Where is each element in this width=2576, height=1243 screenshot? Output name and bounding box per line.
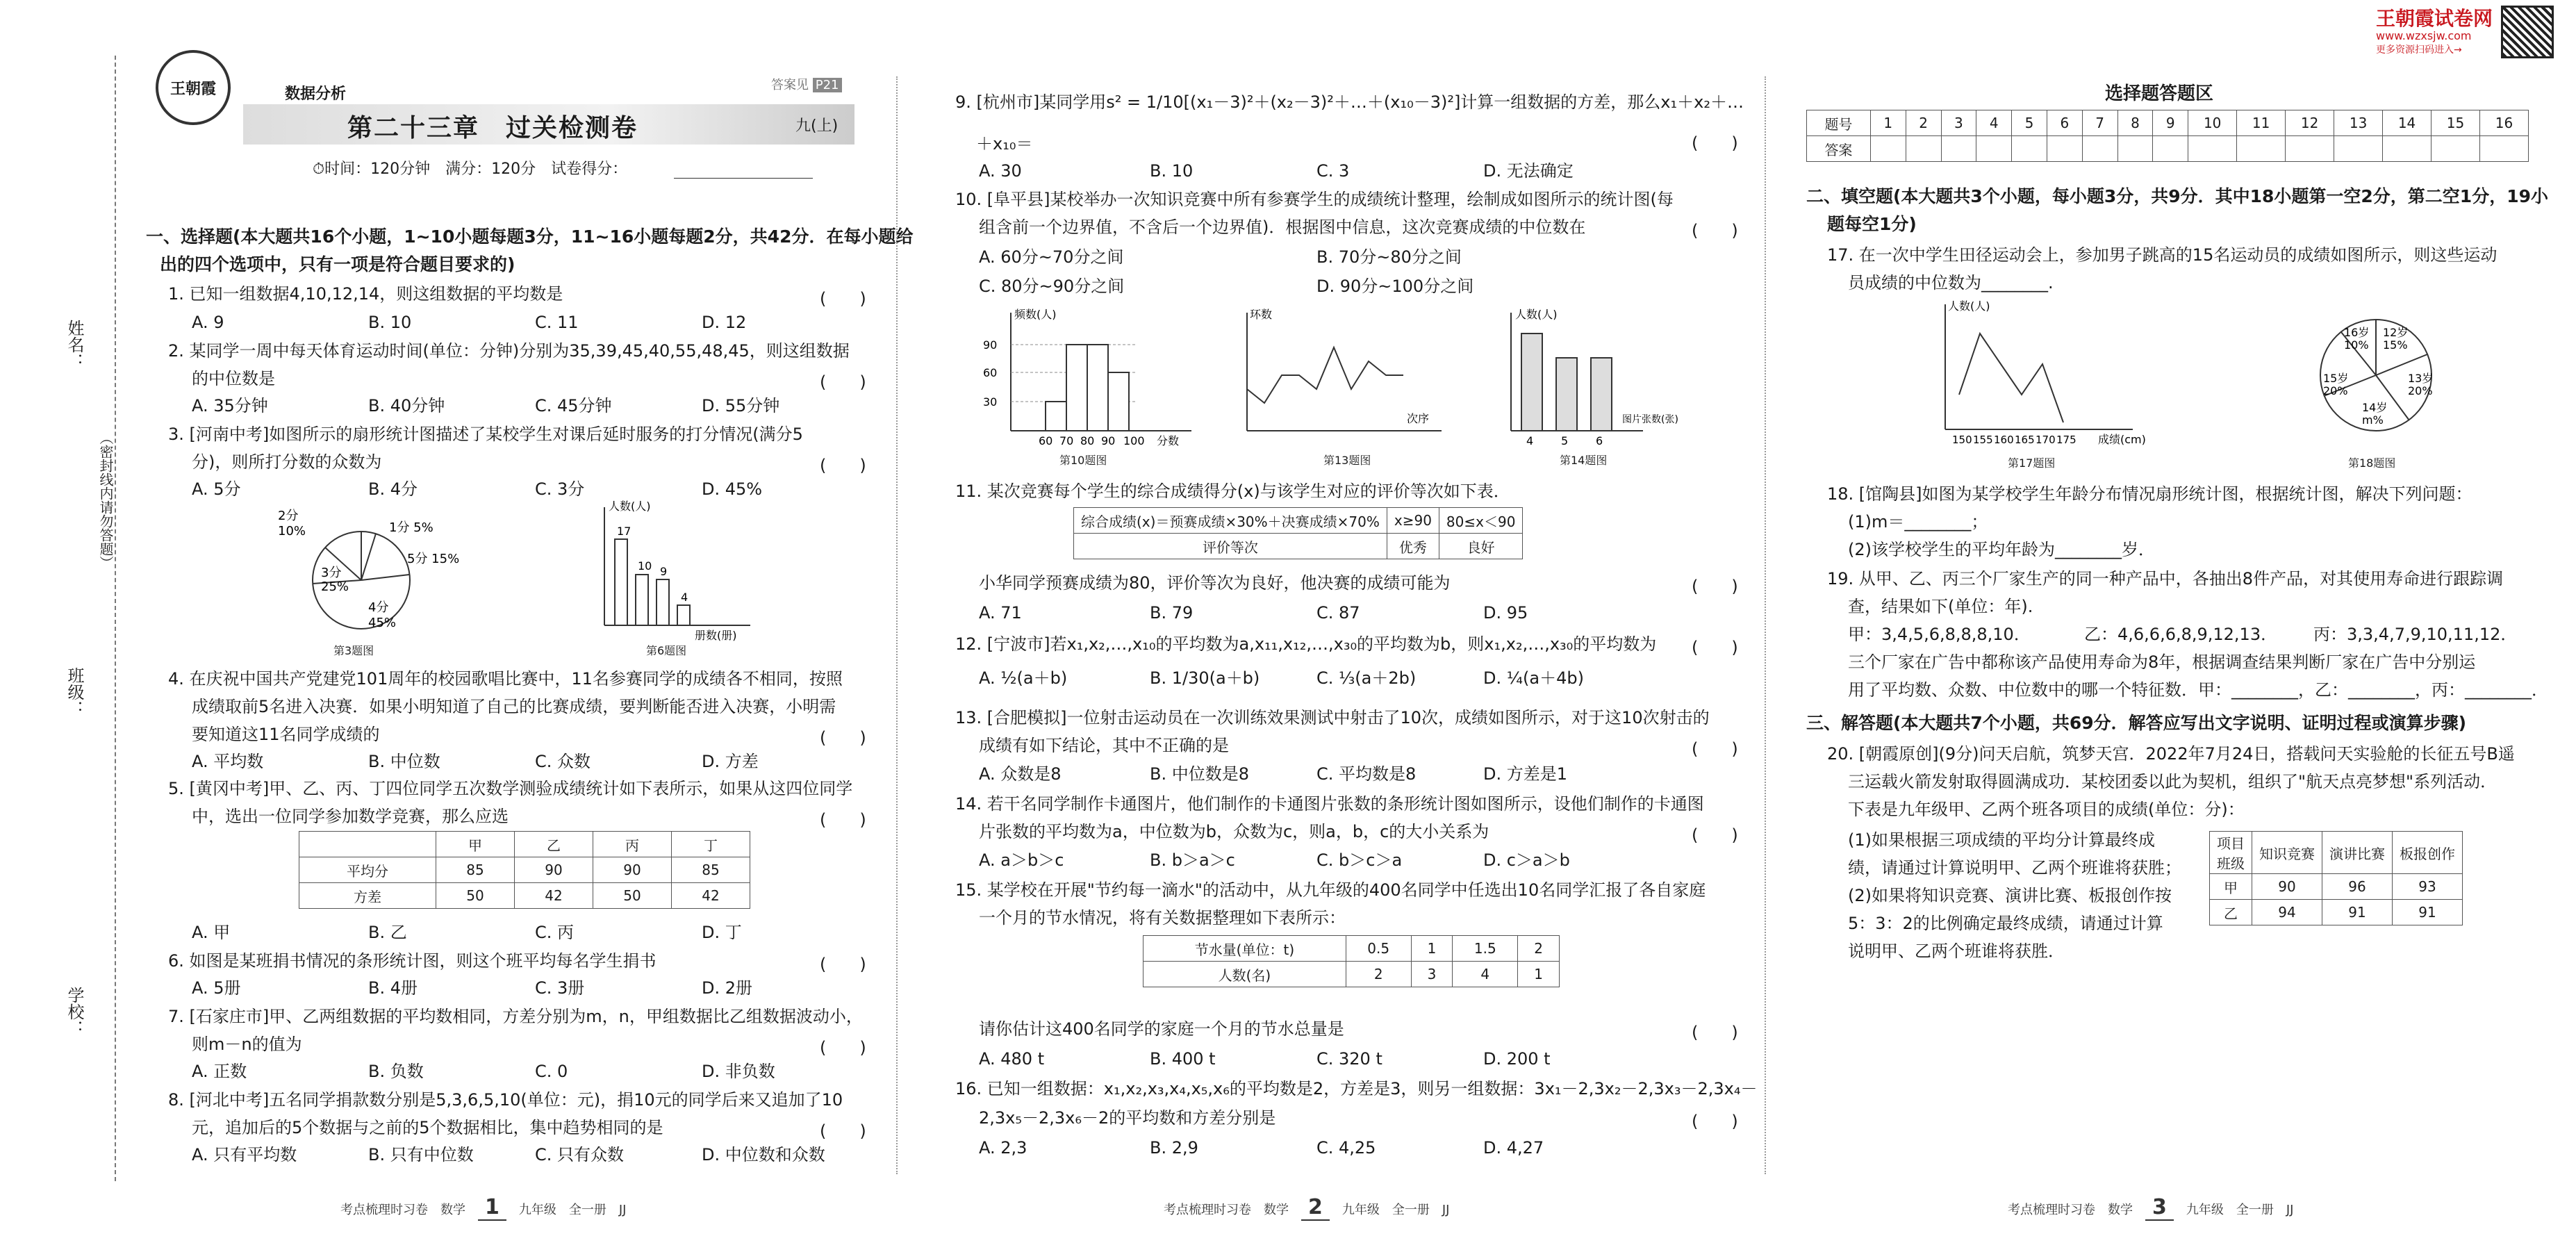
fig14-xtick: 4 <box>1526 434 1534 447</box>
column-divider <box>896 76 898 1174</box>
fig10-ytick: 60 <box>983 366 998 379</box>
q3-option-b[interactable]: B. 4分 <box>368 479 418 499</box>
q15-option-a[interactable]: A. 480 t <box>979 1049 1045 1069</box>
q6-option-b[interactable]: B. 4册 <box>368 978 418 998</box>
q7-option-a[interactable]: A. 正数 <box>192 1062 247 1081</box>
fig10-xtick: 60 <box>1039 434 1053 447</box>
q10-option-b[interactable]: B. 70分~80分之间 <box>1316 247 1462 267</box>
answer-paren[interactable]: ( ) <box>1692 133 1738 153</box>
seal-note: （密封线内请勿答题） <box>97 431 114 570</box>
q18-sub-2[interactable]: (2)该学校学生的平均年龄为________岁． <box>1848 540 2155 559</box>
fig3-label-4: 4分 <box>368 600 389 615</box>
q16-option-d[interactable]: D. 4,27 <box>1483 1138 1544 1158</box>
fig18-label: 15岁 <box>2323 372 2349 385</box>
q11-option-a[interactable]: A. 71 <box>979 603 1022 623</box>
fig18-pct: 15% <box>2383 338 2408 352</box>
subject-label: 数据分析 <box>285 85 347 103</box>
fig13-xlabel: 次序 <box>1407 412 1430 425</box>
q5-option-d[interactable]: D. 丁 <box>702 923 742 942</box>
q17-text-2: 员成绩的中位数为________. <box>1848 273 2054 293</box>
q10-text-2: 组含前一个边界值，不含后一个边界值)．根据图中信息，这次竞赛成绩的中位数在 <box>979 217 1586 237</box>
q17-text: 17. 在一次中学生田径运动会上，参加男子跳高的15名运动员的成绩如图所示，则这些运动 <box>1827 245 2497 265</box>
fig14-xtick: 6 <box>1596 434 1603 447</box>
fig14-xlabel: 图片张数(张) <box>1622 414 1678 425</box>
q1-option-d[interactable]: D. 12 <box>702 313 747 332</box>
q8-option-c[interactable]: C. 只有众数 <box>535 1145 625 1164</box>
answer-paren[interactable]: ( ) <box>1692 1112 1738 1131</box>
q4-text-3: 要知道这11名同学成绩的 <box>192 725 380 744</box>
q16-option-c[interactable]: C. 4,25 <box>1316 1138 1376 1158</box>
q10-text: 10. [阜平县]某校举办一次知识竞赛中所有参赛学生的成绩统计整理，绘制成如图所示的统计图(每 <box>955 190 1674 209</box>
q15-table: 节水量(单位：t) 0.5 1 1.5 2 人数(名) 2 3 4 1 <box>1143 935 1560 987</box>
answer-paren[interactable]: ( ) <box>820 1121 866 1141</box>
q12-text: 12. [宁波市]若x₁,x₂,…,x₁₀的平均数为a,x₁₁,x₁₂,…,x₃₀的平均数为b，则x₁,x₂,…,x₃₀的平均数为 <box>955 634 1657 654</box>
q12-option-b[interactable]: B. 1/30(a＋b) <box>1150 668 1260 688</box>
q6-option-d[interactable]: D. 2册 <box>702 978 753 998</box>
q11-option-d[interactable]: D. 95 <box>1483 603 1528 623</box>
answer-area-title: 选择题答题区 <box>2105 83 2214 104</box>
q19-text: 19. 从甲、乙、丙三个厂家生产的同一种产品中，各抽出8件产品，对其使用寿命进行跟踪调 <box>1827 569 2504 588</box>
answer-paren[interactable]: ( ) <box>820 955 866 974</box>
answer-ref: 答案见 P21 <box>771 75 842 93</box>
q3-option-c[interactable]: C. 3分 <box>535 479 585 499</box>
answer-paren[interactable]: ( ) <box>820 728 866 748</box>
fig10-ylabel: 频数(人) <box>1014 308 1057 321</box>
q1-option-b[interactable]: B. 10 <box>368 313 412 332</box>
q19-text-4[interactable]: 用了平均数、众数、中位数中的哪一个特征数．甲：________，乙：________，丙：________． <box>1848 680 2548 700</box>
page-3 <box>1799 0 2557 1243</box>
q5-table: 甲 乙 丙 丁 平均分 85 90 90 85 方差 50 42 50 42 <box>299 831 750 909</box>
fig14-ylabel: 人数(人) <box>1515 308 1558 321</box>
logo <box>156 50 231 125</box>
q19-data-b: 乙：4,6,6,6,8,9,12,13． <box>2084 625 2278 644</box>
q12-option-c[interactable]: C. ⅓(a＋2b) <box>1316 668 1417 688</box>
fig14-xtick: 5 <box>1561 434 1569 447</box>
q5-text: 5. [黄冈中考]甲、乙、丙、丁四位同学五次数学测验成绩统计如下表所示，如果从这四位同学 <box>168 779 853 798</box>
q16-option-a[interactable]: A. 2,3 <box>979 1138 1027 1158</box>
answer-paren[interactable]: ( ) <box>1692 221 1738 240</box>
fig6-caption: 第6题图 <box>646 644 687 657</box>
q15-option-d[interactable]: D. 200 t <box>1483 1049 1551 1069</box>
q12-option-a[interactable]: A. ½(a＋b) <box>979 668 1068 688</box>
answer-paren[interactable]: ( ) <box>820 1038 866 1057</box>
q11-option-b[interactable]: B. 79 <box>1150 603 1194 623</box>
logo-text: 王朝霞 <box>170 80 216 98</box>
q14-option-a[interactable]: A. a＞b＞c <box>979 850 1064 870</box>
fig17-xtick: 160 <box>1994 434 2014 446</box>
q8-option-b[interactable]: B. 只有中位数 <box>368 1145 474 1164</box>
q19-text-2: 查，结果如下(单位：年). <box>1848 597 2033 616</box>
fig3-label-3: 3分 <box>321 566 342 580</box>
q16-text-2: 2,3x₅－2,3x₆－2的平均数和方差分别是 <box>979 1108 1276 1128</box>
exam-meta: ⏱时间：120分钟 满分：120分 试卷得分： <box>313 160 628 178</box>
brand-name: 王朝霞试卷网 <box>2376 7 2493 30</box>
fig3-pct-2: 10% <box>278 524 306 538</box>
fig10-xtick: 100 <box>1123 434 1145 447</box>
answer-grid[interactable]: 题号 1 2 3 4 5 6 7 8 9 10 11 12 13 14 15 16 答案 <box>1806 110 2529 162</box>
q15-option-b[interactable]: B. 400 t <box>1150 1049 1216 1069</box>
q20-sub-2b: 5：3：2的比例确定最终成绩，请通过计算 <box>1848 914 2163 933</box>
q9-text: 9. [杭州市]某同学用s² = 1/10[(x₁－3)²＋(x₂－3)²＋…＋(x₁₀－3)²]计算一组数据的方差，那么x₁＋x₂＋… <box>955 92 1744 112</box>
grade-tag: 九(上) <box>795 117 839 135</box>
fig3-label-5: 5分 15% <box>407 552 460 566</box>
q12-option-d[interactable]: D. ¼(a＋4b) <box>1483 668 1584 688</box>
fig17-xtick: 175 <box>2056 434 2077 446</box>
section-1-title-2: 出的四个选项中，只有一项是符合题目要求的) <box>160 254 515 274</box>
fig3-caption: 第3题图 <box>333 644 374 657</box>
fig17-ylabel: 人数(人) <box>1948 299 1990 313</box>
q19-data-c: 丙：3,3,4,7,9,10,11,12． <box>2313 625 2518 644</box>
page-footer-2: 考点梳理时习卷 数学 2 九年级 全一册 JJ <box>1164 1195 1450 1219</box>
q13-option-d[interactable]: D. 方差是1 <box>1483 764 1568 784</box>
page-footer-3: 考点梳理时习卷 数学 3 九年级 全一册 JJ <box>2008 1195 2294 1219</box>
school-label: 学校： <box>65 987 84 1037</box>
q8-option-a[interactable]: A. 只有平均数 <box>192 1145 297 1164</box>
q2-option-c[interactable]: C. 45分钟 <box>535 396 612 415</box>
fig10-xtick: 70 <box>1059 434 1074 447</box>
q8-option-d[interactable]: D. 中位数和众数 <box>702 1145 825 1164</box>
q20-sub-1: (1)如果根据三项成绩的平均分计算最终成 <box>1848 830 2155 850</box>
q1-option-c[interactable]: C. 11 <box>535 313 579 332</box>
fig18-pct: 20% <box>2323 384 2348 397</box>
fig10-xtick: 90 <box>1101 434 1116 447</box>
answer-paren[interactable]: ( ) <box>820 289 866 308</box>
figure-17-line-chart <box>1924 297 2161 450</box>
q14-option-b[interactable]: B. b＞a＞c <box>1150 850 1235 870</box>
q15-text-3: 请你估计这400名同学的家庭一个月的节水总量是 <box>979 1019 1344 1039</box>
q15-text: 15. 某学校在开展"节约每一滴水"的活动中，从九年级的400名同学中任选出10名同学汇报了各自家庭 <box>955 880 1706 900</box>
name-label: 姓名： <box>65 320 84 370</box>
q20-sub-2: (2)如果将知识竞赛、演讲比赛、板报创作按 <box>1848 886 2172 905</box>
fig18-caption: 第18题图 <box>2348 456 2396 470</box>
q9-option-a[interactable]: A. 30 <box>979 161 1022 181</box>
answer-paren[interactable]: ( ) <box>820 372 866 392</box>
q9-option-d[interactable]: D. 无法确定 <box>1483 161 1574 181</box>
q19-data-a: 甲：3,4,5,6,8,8,8,10． <box>1848 625 2031 644</box>
fig6-bar-label: 9 <box>660 565 668 578</box>
q2-text-2: 的中位数是 <box>192 369 275 388</box>
answer-paren[interactable]: ( ) <box>1692 638 1738 657</box>
answer-paren[interactable]: ( ) <box>1692 825 1738 845</box>
answer-paren[interactable]: ( ) <box>1692 1023 1738 1042</box>
fig18-pct: m% <box>2362 413 2384 427</box>
figure-6-bar-chart <box>584 500 778 646</box>
q5-text-2: 中，选出一位同学参加数学竞赛，那么应选 <box>192 807 509 826</box>
page-2 <box>955 0 1758 1243</box>
fig6-bar-label: 4 <box>681 591 688 604</box>
answer-paren[interactable]: ( ) <box>820 810 866 830</box>
q7-option-d[interactable]: D. 非负数 <box>702 1062 775 1081</box>
q2-text: 2. 某同学一周中每天体育运动时间(单位：分钟)分别为35,39,45,40,55,48,45，则这组数据 <box>168 341 850 361</box>
q4-option-c[interactable]: C. 众数 <box>535 752 591 771</box>
q20-table: 项目 班级 知识竞赛 演讲比赛 板报创作 甲 90 96 93 乙 94 91 91 <box>2209 831 2463 925</box>
q15-text-2: 一个月的节水情况，将有关数据整理如下表所示： <box>979 908 1346 928</box>
q13-option-b[interactable]: B. 中位数是8 <box>1150 764 1249 784</box>
binding-line <box>115 56 116 1181</box>
q18-text: 18. [馆陶县]如图为某学校学生年龄分布情况扇形统计图，根据统计图，解决下列问题： <box>1827 484 2472 504</box>
q10-option-d[interactable]: D. 90分~100分之间 <box>1316 277 1474 296</box>
answer-paren[interactable]: ( ) <box>1692 739 1738 759</box>
q20-text-3: 下表是九年级甲、乙两个班各项目的成绩(单位：分)： <box>1848 800 2245 819</box>
figure-3-pie-chart <box>271 507 460 646</box>
q4-option-d[interactable]: D. 方差 <box>702 752 759 771</box>
brand-url: www.wzxsjw.com <box>2376 29 2472 42</box>
q4-option-b[interactable]: B. 中位数 <box>368 752 440 771</box>
fig10-xtick: 80 <box>1080 434 1095 447</box>
q4-text-2: 成绩取前5名进入决赛．如果小明知道了自己的比赛成绩，要判断能否进入决赛，小明需 <box>192 697 836 716</box>
section-1-title: 一、选择题(本大题共16个小题，1~10小题每题3分，11~16小题每题2分，共42分．在每小题给 <box>146 227 914 247</box>
fig3-label-2: 2分 <box>278 509 299 523</box>
fig18-label: 12岁 <box>2383 326 2409 339</box>
q8-text-2: 元，追加后的5个数据与之前的5个数据相比，集中趋势相同的是 <box>192 1118 663 1137</box>
section-2-title: 二、填空题(本大题共3个小题，每小题3分，共9分．其中18小题第一空2分，第二空1分，19小 <box>1806 186 2548 206</box>
q11-text: 11. 某次竞赛每个学生的综合成绩得分(x)与该学生对应的评价等次如下表． <box>955 481 1510 501</box>
score-blank[interactable] <box>674 178 813 179</box>
q1-text: 1. 已知一组数据4,10,12,14，则这组数据的平均数是 <box>168 284 563 304</box>
q20-sub-2c: 说明甲、乙两个班谁将获胜． <box>1848 941 2065 961</box>
q16-option-b[interactable]: B. 2,9 <box>1150 1138 1198 1158</box>
q20-text-2: 三运载火箭发射取得圆满成功．某校团委以此为契机，组织了"航天点亮梦想"系列活动． <box>1848 772 2497 791</box>
q2-option-b[interactable]: B. 40分钟 <box>368 396 445 415</box>
q19-text-3: 三个厂家在广告中都称该产品使用寿命为8年，根据调查结果判断厂家在广告中分别运 <box>1848 652 2476 672</box>
q18-sub-1[interactable]: (1)m＝________； <box>1848 512 1988 532</box>
page-footer-1: 考点梳理时习卷 数学 1 九年级 全一册 JJ <box>340 1195 627 1219</box>
q4-option-a[interactable]: A. 平均数 <box>192 752 264 771</box>
q10-option-a[interactable]: A. 60分~70分之间 <box>979 247 1124 267</box>
q3-text: 3. [河南中考]如图所示的扇形统计图描述了某校学生对课后延时服务的打分情况(满分5 <box>168 425 803 444</box>
fig10-ytick: 90 <box>983 338 998 352</box>
q14-text-2: 片张数的平均数为a，中位数为b，众数为c，则a，b，c的大小关系为 <box>979 822 1489 841</box>
figure-13-line-chart <box>1233 306 1455 452</box>
fig18-pct: 20% <box>2408 384 2433 397</box>
fig6-xlabel: 册数(册) <box>695 629 737 642</box>
fig13-ylabel: 环数 <box>1250 308 1273 321</box>
fig17-xtick: 155 <box>1973 434 1993 446</box>
fig3-pct-4: 45% <box>368 616 397 630</box>
fig18-label: 16岁 <box>2344 326 2370 339</box>
page-title: 第二十三章 过关检测卷 <box>347 114 638 142</box>
figure-14-bar-chart <box>1490 306 1699 452</box>
q8-text: 8. [河北中考]五名同学捐款数分别是5,3,6,5,10(单位：元)，捐10元的同学后来又追加了10 <box>168 1090 843 1110</box>
q13-text-2: 成绩有如下结论，其中不正确的是 <box>979 736 1229 755</box>
answer-paren[interactable]: ( ) <box>1692 577 1738 596</box>
fig6-bar-label: 17 <box>617 525 631 538</box>
fig3-label-1: 1分 5% <box>389 520 434 535</box>
q4-text: 4. 在庆祝中国共产党建党101周年的校园歌唱比赛中，11名参赛同学的成绩各不相同，按照 <box>168 669 843 689</box>
q6-option-a[interactable]: A. 5册 <box>192 978 241 998</box>
q5-option-c[interactable]: C. 丙 <box>535 923 575 942</box>
fig17-xlabel: 成绩(cm) <box>2098 433 2146 446</box>
q6-text: 6. 如图是某班捐书情况的条形统计图，则这个班平均每名学生捐书 <box>168 951 657 971</box>
q20-sub-1b: 绩，请通过计算说明甲、乙两个班谁将获胜； <box>1848 858 2181 878</box>
fig17-xtick: 170 <box>2036 434 2056 446</box>
q7-option-b[interactable]: B. 负数 <box>368 1062 424 1081</box>
q5-option-b[interactable]: B. 乙 <box>368 923 407 942</box>
q15-option-c[interactable]: C. 320 t <box>1316 1049 1382 1069</box>
fig18-label: 13岁 <box>2408 372 2434 385</box>
figure-10-histogram <box>976 306 1198 452</box>
fig10-ytick: 30 <box>983 395 998 409</box>
q20-text: 20. [朝霞原创](9分)问天启航，筑梦天宫．2022年7月24日，搭载问天实验舱的长征五号B遥 <box>1827 744 2515 764</box>
q6-option-c[interactable]: C. 3册 <box>535 978 585 998</box>
fig10-caption: 第10题图 <box>1059 454 1107 467</box>
q3-option-a[interactable]: A. 5分 <box>192 479 241 499</box>
q2-option-d[interactable]: D. 55分钟 <box>702 396 780 415</box>
fig14-caption: 第14题图 <box>1560 454 1608 467</box>
page-1 <box>139 0 914 1243</box>
q2-option-a[interactable]: A. 35分钟 <box>192 396 268 415</box>
class-label: 班级： <box>65 667 84 717</box>
q3-option-d[interactable]: D. 45% <box>702 479 763 499</box>
q13-option-c[interactable]: C. 平均数是8 <box>1316 764 1417 784</box>
q11-option-c[interactable]: C. 87 <box>1316 603 1360 623</box>
section-2-title-2: 题每空1分) <box>1827 214 1917 234</box>
q9-option-b[interactable]: B. 10 <box>1150 161 1194 181</box>
q11-text-2: 小华同学预赛成绩为80，评价等次为良好，他决赛的成绩可能为 <box>979 573 1451 593</box>
q14-option-d[interactable]: D. c＞a＞b <box>1483 850 1570 870</box>
fig17-xtick: 165 <box>2015 434 2035 446</box>
fig3-pct-3: 25% <box>321 579 349 594</box>
fig10-xlabel: 分数 <box>1157 434 1180 447</box>
q14-option-c[interactable]: C. b＞c＞a <box>1316 850 1403 870</box>
q1-option-a[interactable]: A. 9 <box>192 313 224 332</box>
fig6-bar-label: 10 <box>638 559 652 573</box>
fig17-caption: 第17题图 <box>2008 456 2056 470</box>
q9-option-c[interactable]: C. 3 <box>1316 161 1350 181</box>
fig13-caption: 第13题图 <box>1323 454 1371 467</box>
q14-text: 14. 若干名同学制作卡通图片，他们制作的卡通图片张数的条形统计图如图所示，设他们制作的卡通图 <box>955 794 1704 814</box>
q13-text: 13. [合肥模拟]一位射击运动员在一次训练效果测试中射击了10次，成绩如图所示，对于这10次射击的 <box>955 708 1710 727</box>
q7-text-2: 则m－n的值为 <box>192 1035 302 1054</box>
q7-text: 7. [石家庄市]甲、乙两组数据的平均数相同，方差分别为m，n，甲组数据比乙组数据波动小， <box>168 1007 863 1026</box>
fig18-pct: 10% <box>2344 338 2369 352</box>
fig17-xtick: 150 <box>1952 434 1972 446</box>
fig18-label: 14岁 <box>2362 401 2388 414</box>
q5-option-a[interactable]: A. 甲 <box>192 923 231 942</box>
q7-option-c[interactable]: C. 0 <box>535 1062 568 1081</box>
answer-paren[interactable]: ( ) <box>820 456 866 475</box>
section-3-title: 三、解答题(本大题共7个小题，共69分．解答应写出文字说明、证明过程或演算步骤) <box>1806 713 2467 733</box>
brand-sub: 更多资源扫码进入→ <box>2376 44 2462 56</box>
q11-table: 综合成绩(x)＝预赛成绩×30%＋决赛成绩×70% x≥90 80≤x＜90 评价等次 优秀 良好 <box>1073 507 1523 559</box>
fig6-ylabel: 人数(人) <box>609 500 651 513</box>
q16-text: 16. 已知一组数据：x₁,x₂,x₃,x₄,x₅,x₆的平均数是2，方差是3，则另一组数据：3x₁－2,3x₂－2,3x₃－2,3x₄－ <box>955 1079 1758 1098</box>
figure-18-pie-chart <box>2286 299 2466 452</box>
q3-text-2: 分)，则所打分数的众数为 <box>192 452 382 472</box>
q13-option-a[interactable]: A. 众数是8 <box>979 764 1062 784</box>
q10-option-c[interactable]: C. 80分~90分之间 <box>979 277 1125 296</box>
q9-text-2: ＋x₁₀＝ <box>976 134 1033 154</box>
column-divider <box>1765 76 1766 1174</box>
